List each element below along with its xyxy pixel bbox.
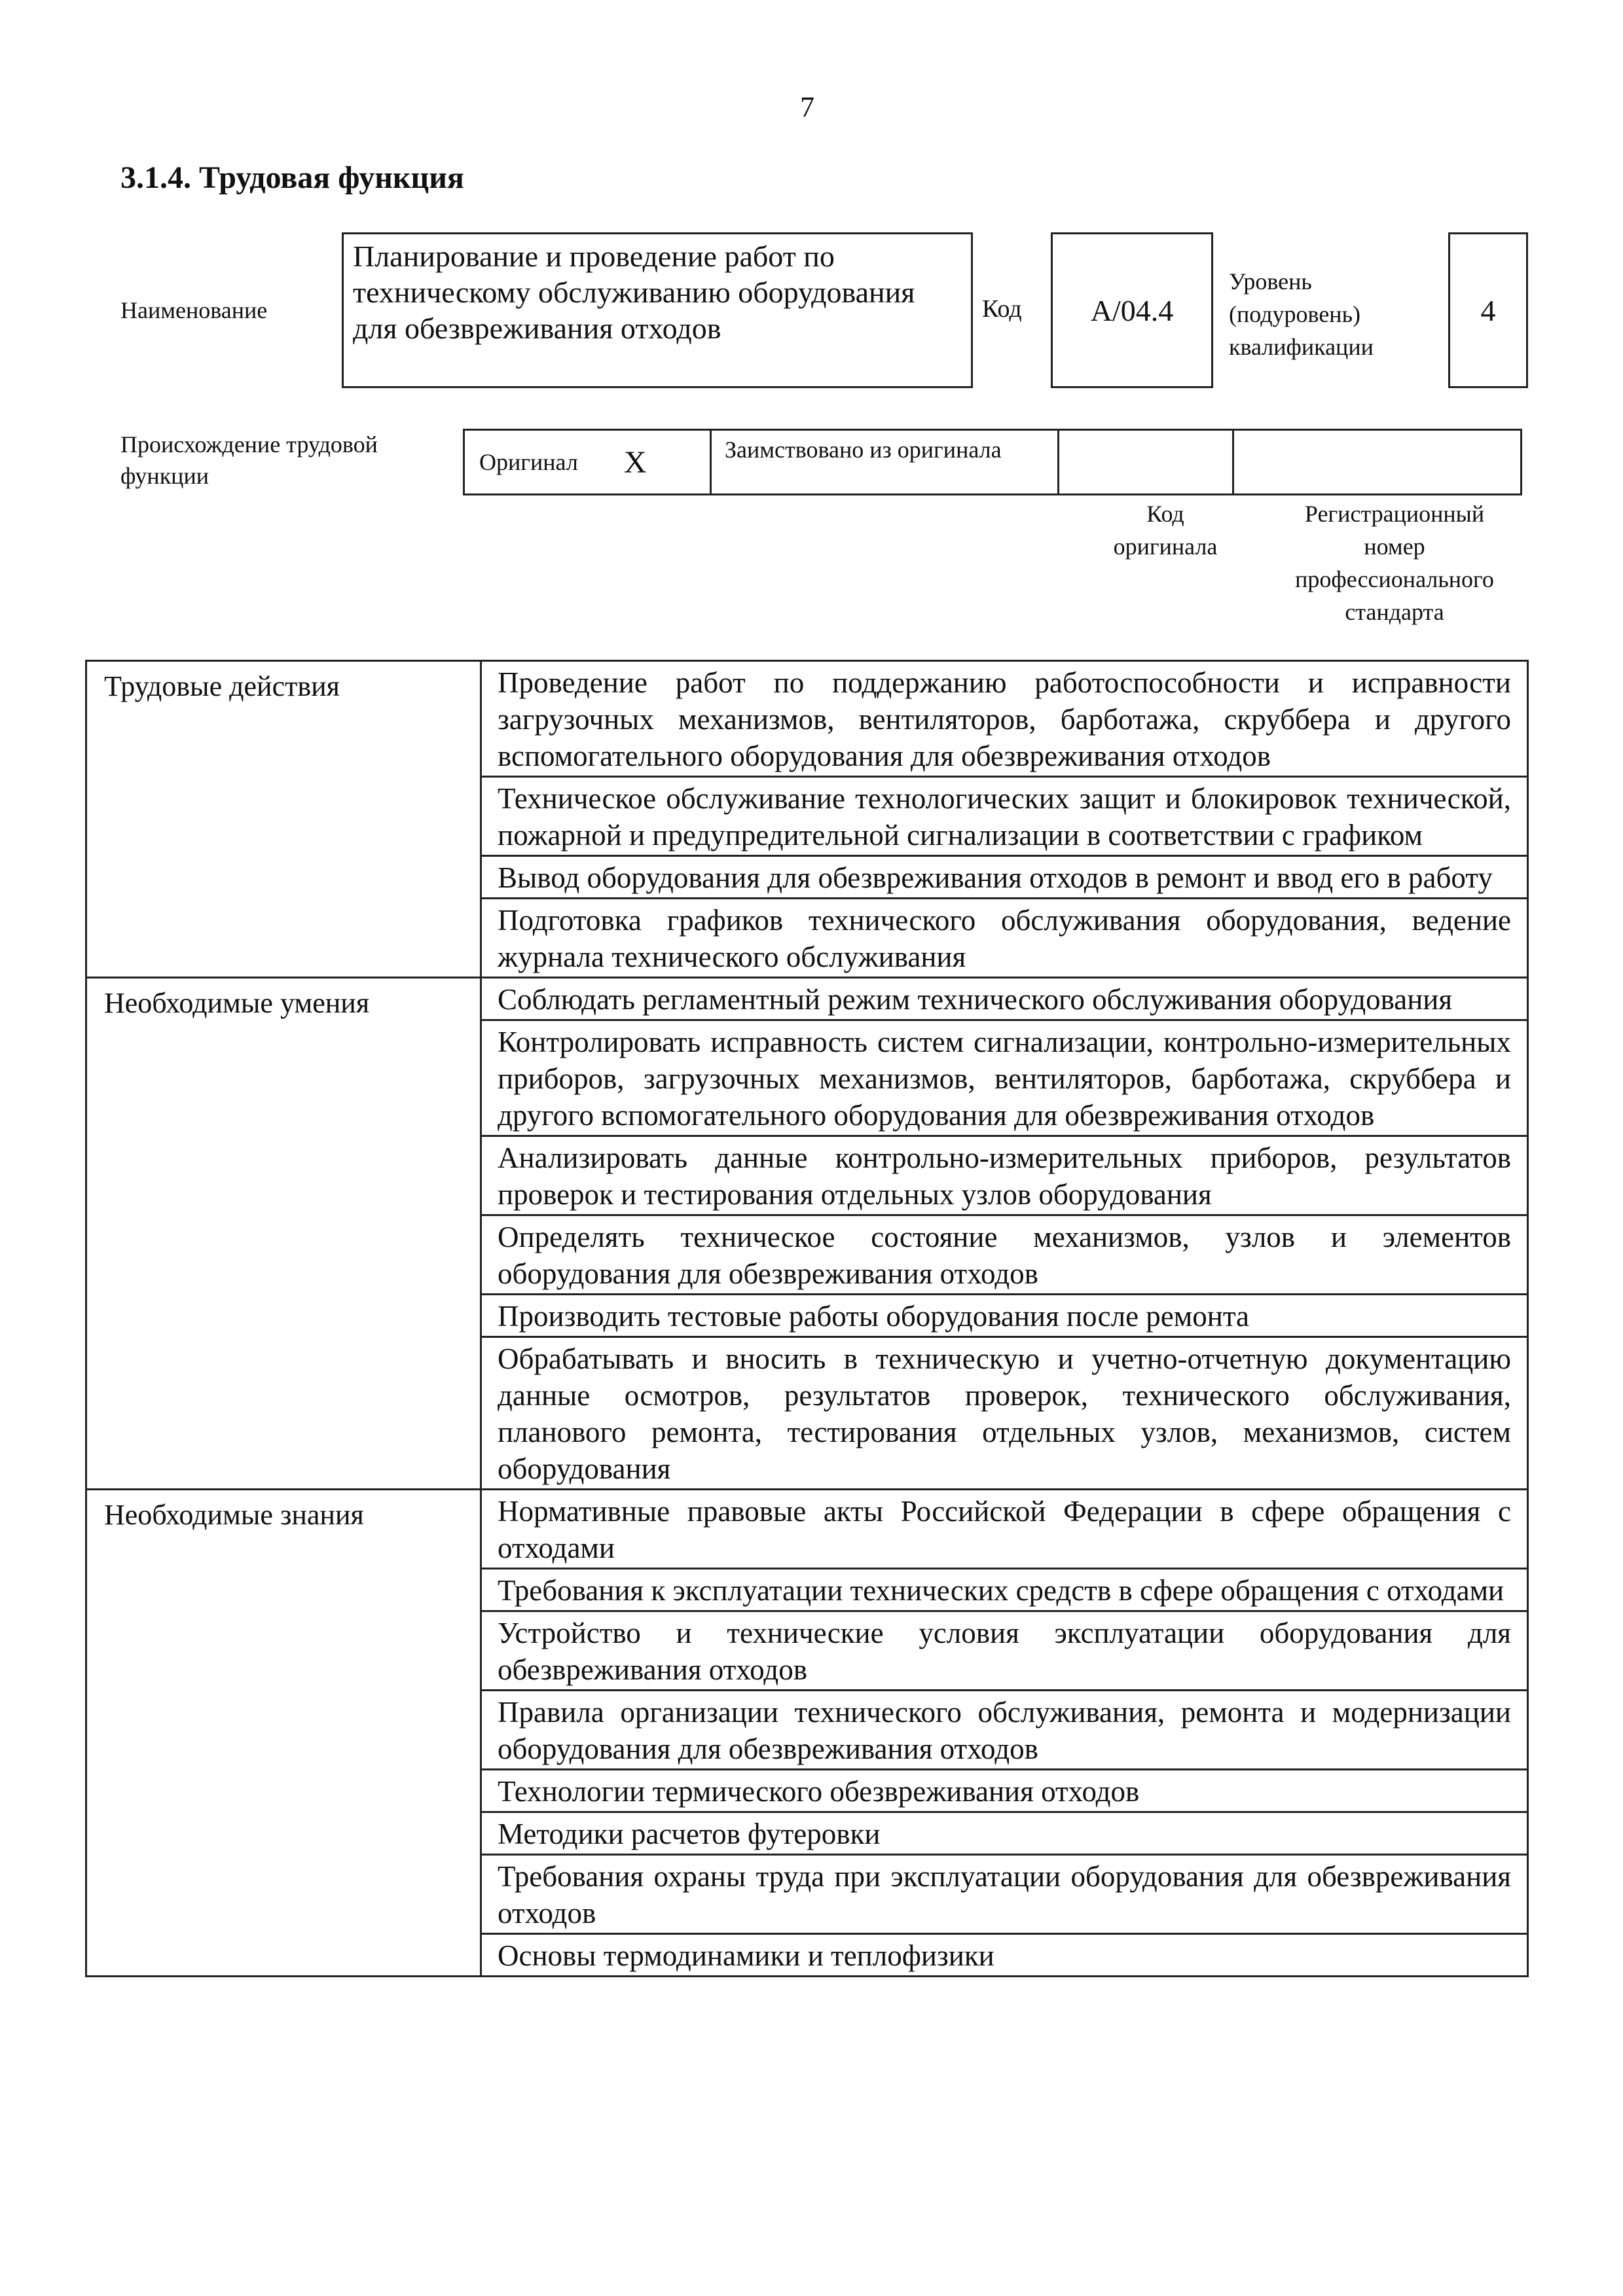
original-mark: X	[623, 444, 647, 480]
skill-item: Определять техническое состояние механизмов, узлов и элементов оборудования для обезвреживания отходов	[481, 1215, 1528, 1295]
original-label: Оригинал	[479, 449, 578, 475]
name-value-box: Планирование и проведение работ по техническому обслуживанию оборудования для обезвреживания отходов	[342, 232, 973, 388]
skills-category: Необходимые умения	[86, 978, 481, 1490]
code-label: Код	[982, 295, 1022, 323]
table-row	[86, 1490, 1528, 1569]
origin-original-cell	[463, 429, 712, 495]
table-row	[86, 661, 1528, 777]
skill-item: Производить тестовые работы оборудования после ремонта	[481, 1295, 1528, 1337]
origin-reg-number-cell	[1232, 429, 1522, 495]
origin-label: Происхождение трудовой функции	[120, 431, 378, 489]
actions-category: Трудовые действия	[86, 661, 481, 978]
level-label-line: квалификации	[1229, 334, 1374, 360]
caption-line: стандарта	[1345, 599, 1444, 625]
qualification-level-label	[1229, 265, 1374, 363]
level-label-line: Уровень	[1229, 268, 1312, 295]
table-row	[86, 978, 1528, 1020]
action-item: Подготовка графиков технического обслуживания оборудования, ведение журнала технического обслуживания	[481, 899, 1528, 978]
caption-line: профессионального	[1295, 566, 1494, 592]
origin-code-cell	[1057, 429, 1234, 495]
skill-item: Обрабатывать и вносить в техническую и учетно-отчетную документацию данные осмотров, результатов проверок, технического обслуживания, планового ремонта, тестирования отдельных узлов, механизмов, систем оборудования	[481, 1337, 1528, 1490]
code-value-box	[1051, 232, 1213, 388]
code-value: A/04.4	[1090, 293, 1174, 327]
knowledge-item: Правила организации технического обслуживания, ремонта и модернизации оборудования для обезвреживания отходов	[481, 1691, 1528, 1770]
origin-borrowed-cell: Заимствовано из оригинала	[710, 429, 1059, 495]
level-value-box	[1448, 232, 1528, 388]
action-item: Техническое обслуживание технологических защит и блокировок технической, пожарной и предупредительной сигнализации в соответствии с графиком	[481, 777, 1528, 856]
caption-line: Код	[1146, 501, 1184, 527]
section-title: 3.1.4. Трудовая функция	[120, 160, 464, 195]
labor-function-table	[85, 660, 1529, 1977]
caption-line: оригинала	[1113, 533, 1218, 560]
knowledge-item: Требования охраны труда при эксплуатации оборудования для обезвреживания отходов	[481, 1855, 1528, 1934]
knowledge-item: Технологии термического обезвреживания отходов	[481, 1770, 1528, 1812]
knowledge-item: Методики расчетов футеровки	[481, 1812, 1528, 1855]
caption-line: Регистрационный	[1304, 501, 1485, 527]
skill-item: Контролировать исправность систем сигнализации, контрольно-измерительных приборов, загрузочных механизмов, вентиляторов, барботажа, скруббера и другого вспомогательного оборудования для обезвреживания отходов	[481, 1020, 1528, 1136]
origin-row	[465, 429, 1528, 495]
action-item: Проведение работ по поддержанию работоспособности и исправности загрузочных механизмов, вентиляторов, барботажа, скруббера и другого вспомогательного оборудования для обезвреживания отходов	[481, 661, 1528, 777]
page-number: 7	[800, 91, 814, 123]
caption-line: номер	[1364, 533, 1425, 560]
origin-reg-caption	[1257, 497, 1532, 628]
knowledge-item: Требования к эксплуатации технических средств в сфере обращения с отходами	[481, 1569, 1528, 1611]
knowledge-item: Нормативные правовые акты Российской Федерации в сфере обращения с отходами	[481, 1490, 1528, 1569]
origin-code-caption	[1074, 497, 1257, 563]
skill-item: Анализировать данные контрольно-измерительных приборов, результатов проверок и тестирования отдельных узлов оборудования	[481, 1136, 1528, 1215]
knowledge-category: Необходимые знания	[86, 1490, 481, 1977]
skill-item: Соблюдать регламентный режим технического обслуживания оборудования	[481, 978, 1528, 1020]
level-label-line: (подуровень)	[1229, 301, 1360, 327]
knowledge-item: Основы термодинамики и теплофизики	[481, 1934, 1528, 1977]
action-item: Вывод оборудования для обезвреживания отходов в ремонт и ввод его в работу	[481, 856, 1528, 899]
name-label: Наименование	[120, 297, 268, 323]
knowledge-item: Устройство и технические условия эксплуатации оборудования для обезвреживания отходов	[481, 1611, 1528, 1691]
level-value: 4	[1480, 293, 1496, 327]
